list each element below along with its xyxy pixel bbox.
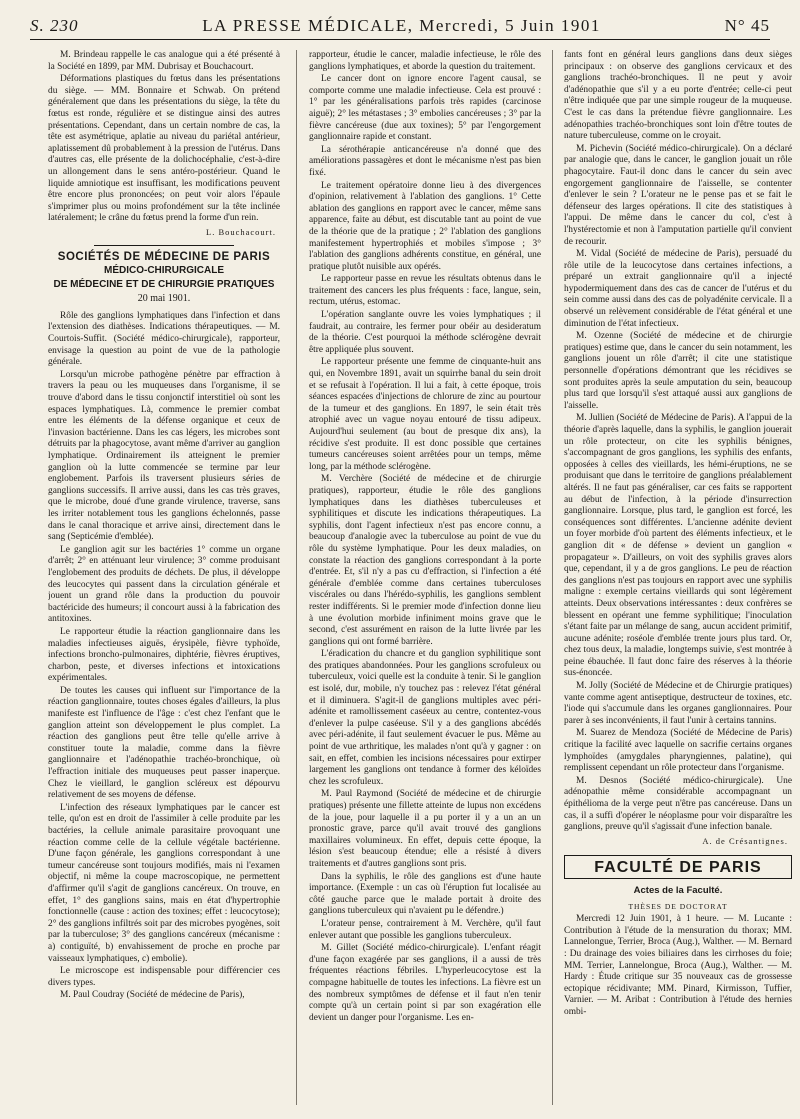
faculty-box bbox=[564, 855, 792, 879]
signature: L. Bouchacourt. bbox=[206, 226, 276, 237]
paragraph: L'orateur pense, contrairement à M. Verchère, qu'il faut enlever autant que possible les ganglions tuberculeux. bbox=[309, 918, 541, 941]
paragraph: Le rapporteur étudie la réaction ganglionnaire dans les maladies infectieuses aiguës, érysipèle, fièvre typhoïde, infections broncho-pulmonaires, diphtérie, fièvres éruptives, charbon, peste, et diverses infections et intoxications expérimentales. bbox=[48, 626, 280, 684]
paragraph: La sérothérapie anticancéreuse n'a donné que des améliorations passagères et dont le mécanisme n'est pas bien fixé. bbox=[309, 144, 541, 178]
paragraph: M. Brindeau rappelle le cas analogue qui a été présenté à la Société en 1899, par MM. Dubrisay et Bouchacourt. bbox=[48, 50, 280, 72]
paragraph: Rôle des ganglions lymphatiques dans l'infection et dans l'extension des diathèses. Indications thérapeutiques. — M. Courtois-Suffit. (Société médico-chirurgicale), rapporteur, envisage la question au point de vue de la pathologie générale. bbox=[48, 310, 280, 368]
faculty-subtitle: Actes de la Faculté. bbox=[633, 884, 723, 896]
column-divider bbox=[296, 50, 297, 1105]
signature: A. de Crésantignes. bbox=[702, 835, 788, 846]
paragraph: M. Desnos (Société médico-chirurgicale). Une adénopathie même considérable accompagnant un épithélioma de la verge peut n'être pas cancéreuse. Dans un cas, il a suffi d'opérer le néoplasme pour voir disparaître les ganglions, preuve qu'il s'agissait d'une infection banale. bbox=[564, 775, 792, 833]
paragraph: De toutes les causes qui influent sur l'importance de la réaction ganglionnaire, toutes choses égales d'ailleurs, la plus manifeste est l'influence de l'âge : c'est chez l'enfant que le ganglion atteint son développement le plus complet. La réaction des ganglions peut être telle qu'elle arrive à constituer toute la maladie, comme dans la fièvre ganglionnaire et l'adénopathie trachéo-bronchique, où l'effraction initiale des muqueuses peut passer inaperçue. Chez le vieillard, le ganglion scléreux est dépourvu relativement de ses moyens de défense. bbox=[48, 685, 280, 801]
paragraph: Le traitement opératoire donne lieu à des divergences d'opinion, relativement à l'ablation des ganglions. 1° Cette ablation des ganglions en rapport avec le cancer, même sans apparence, faite au début, est discutable tant au point de vue de la théorie que de la pratique ; 2° l'ablation des ganglions manifestement hypertrophiés et mobiles s'impose ; 3° l'ablation des ganglions adhérents constitue, en général, une pratique plutôt nuisible aux opérés. bbox=[309, 180, 541, 272]
journal-title: LA PRESSE MÉDICALE, Mercredi, 5 Juin 1901 bbox=[202, 16, 601, 35]
paragraph: rapporteur, étudie le cancer, maladie infectieuse, le rôle des ganglions lymphatiques, et aborde la question du traitement. bbox=[309, 50, 541, 72]
paragraph: fants font en général leurs ganglions dans deux sièges principaux : on observe des ganglions cervicaux et des ganglions trachéo-bronchiques. Il ne peut y avoir d'adénopathie que s'il y a eu porte d'entrée; celle-ci peut n'être indiquée que par une simple rougeur de la muqueuse. C'est le cas dans la prétendue fièvre ganglionnaire. Les adénopathies trachéo-bronchiques sont loin d'être toutes de nature tuberculeuse, comme on le croyait. bbox=[564, 50, 792, 142]
section-subtitle: DE MÉDECINE ET DE CHIRURGIE PRATIQUES bbox=[53, 278, 275, 290]
column-3 bbox=[564, 50, 792, 1105]
column-divider bbox=[552, 50, 553, 1105]
paragraph: M. Jolly (Société de Médecine et de Chirurgie pratiques) vante comme agent antiseptique, destructeur de toxines, etc. l'iode qui s'accumule dans les organes ganglionnaires. Pour parer à ses inconvénients, il faut l'unir à certains tannins. bbox=[564, 681, 792, 726]
paragraph: L'éradication du chancre et du ganglion syphilitique sont des pratiques abandonnées. Pour les ganglions scrofuleux ou tuberculeux, voici quelle est la conduite à tenir. Si le ganglion est isolé, dur, mobile, n'y touchez pas : relevez l'état général et il diminuera. S'agit-il de ganglions multiples avec péri-adénite et ramollissement caséeux au centre, contentez-vous d'enlever la pulpe caséeuse. S'il y a des ganglions abcédés avec péri-adénite, il faut seulement évacuer le pus. Même au point de vue arthritique, les malades n'ont qu'à y gagner : on sait, en effet, combien les incisions nécessaires pour extirper largement les ganglions ont tendance à former des kéloïdes chez les scrofuleux. bbox=[309, 649, 541, 787]
paragraph: Mercredi 12 Juin 1901, à 1 heure. — M. Lucante : Contribution à l'étude de la mensuration du thorax; MM. Lannelongue, Terrier, Broca (Aug.), Walther. — M. Bernard : Du drainage des voies biliaires dans les cirrhoses du foie; MM. Terrier, Lannelongue, Broca (Aug.), Walther. — M. Hardy : Étude critique sur 35 nouveaux cas de grossesse ectopique récidivante; MM. Pinard, Kirmisson, Tuffier, Varnier. — M. Aribat : Contribution à l'étude des hernies ombi- bbox=[564, 914, 792, 1017]
paragraph: Le microscope est indispensable pour différencier ces divers types. bbox=[48, 966, 280, 988]
paragraph: M. Jullien (Société de Médecine de Paris). A l'appui de la théorie d'après laquelle, dans la syphilis, le ganglion jouerait un rôle protecteur, on cite les syphilis bénignes, s'accompagnant de gros ganglions, les syphilis des enfants, opposées à celles des vieillards, les hémi-éruptions, ne se produisant que dans le territoire de ganglions préalablement altérés. Il ne faut pas généraliser, car ces faits se rapportent au début de l'infection, à la période d'insurrection ganglionnaire. Lorsque, plus tard, le ganglion est forcé, les conséquences sont différentes. L'ancienne adénite devient un foyer morbide d'où partent des éléments infectieux, et le ganglion dit « de défense » devient un ganglion « propagateur ». D'ailleurs, on voit des syphilis graves alors que, cependant, il y a de gros ganglions. Le peu de réaction des ganglions n'est pas toujours en rapport avec une syphilis maligne : exemple certains vieillards qui sont légèrement atteints. Deux observations intéressantes : deux confrères se blessent en opérant une femme syphilitique; l'inoculation s'étant faite par un mélange de sang, aucun accident primitif, aucune adénite; roséole d'emblée trente jours plus tard. Or, chez tous deux, la maladie, longtemps suivie, s'est montrée à peine ébauchée. Il faut donc faire des réserves à la théorie sus-énoncée. bbox=[564, 413, 792, 679]
paragraph: M. Pichevin (Société médico-chirurgicale). On a déclaré par analogie que, dans le cancer, le ganglion jouait un rôle phagocytaire. Faut-il donc dans le cancer du sein avec engorgement ganglionnaire de l'aisselle, se contenter d'enlever le sein ? L'orateur ne le pense pas et se fait le défenseur des larges opérations. Il cite des statistiques à l'appui. De même dans le cancer du col, c'est à l'hystérectomie et non à l'amputation partielle qu'il convient de recourir. bbox=[564, 143, 792, 247]
paragraph: M. Verchère (Société de médecine et de chirurgie pratiques), rapporteur, étudie le rôle des ganglions lymphatiques dans les diathèses tuberculeuses et syphilitiques et discute les indications thérapeutiques. La syphilis, dont l'agent infectieux n'est pas encore connu, a beaucoup d'analogie avec la tuberculose au point de vue du rôle du système lymphatique. Pour les deux maladies, on constate la réaction des ganglions correspondant à la porte d'entrée. Et, s'il n'y a pas cu d'effraction, si l'infection a été générale d'emblée comme dans certaines tuberculoses viscérales ou dans l'hérédo-syphilis, les ganglions semblent rester indifférents. Si le premier mode d'infection donne lieu à une évolution morbide infiniment moins grave que le second, c'est assurément en raison de la lutte livrée par les ganglions qui ont formé barrière. bbox=[309, 474, 541, 647]
paragraph: M. Paul Coudray (Société de médecine de Paris), bbox=[60, 990, 245, 1001]
issue-number: N° 45 bbox=[724, 16, 770, 35]
column-2 bbox=[309, 50, 541, 1105]
faculty-title: FACULTÉ DE PARIS bbox=[594, 859, 762, 877]
section-date: 20 mai 1901. bbox=[137, 293, 191, 305]
paragraph: M. Suarez de Mendoza (Société de Médecine de Paris) critique la facilité avec laquelle on sacrifie certains organes lymphoïdes (amygdales pharyngiennes, palatine), qui remplissent cependant un rôle protecteur dans l'organisme. bbox=[564, 728, 792, 774]
page-number: S. 230 bbox=[30, 16, 79, 35]
divider bbox=[94, 245, 233, 246]
section-subtitle: MÉDICO-CHIRURGICALE bbox=[104, 265, 224, 277]
paragraph: M. Paul Raymond (Société de médecine et de chirurgie pratiques) présente une fillette atteinte de lupus non excédens de la joue, pour laquelle il a pu porter il y a un an un pronostic grave, parce qu'il avait trouvé des ganglions maxillaires volumineux. En effet, depuis cette époque, la lésion s'est beaucoup étendue; elle a résisté à divers traitements et d'autres ganglions sont pris. bbox=[309, 789, 541, 869]
paragraph: Le rapporteur présente une femme de cinquante-huit ans qui, en Novembre 1891, avait un squirrhe banal du sein droit et se refusait à l'opération. Il lui a fait, à cette époque, trois séances espacées d'injections de chlorure de zinc au pourtour de la tumeur et des ganglions. En 1897, le sein était très atrophié avec un vague noyau entouré de tissu adipeux. Aujourd'hui seulement (au bout de presque dix ans), la récidive s'est produite. Il est donc possible que certaines tumeurs cancéreuses soient arrêtées pour un temps, même long, par la méthode sclérogène. bbox=[309, 357, 541, 472]
paragraph: M. Gillet (Société médico-chirurgicale). L'enfant réagit d'une façon exagérée par ses ganglions, il a aussi de très fréquentes réactions fébriles. L'hyperleucocytose est la compagne habituelle de toutes les infections. La fièvre est un des nombreux symptômes de défense et il faut n'en tenir compte qu'à un certain point si par son exagération elle devient un danger pour l'organisme. Les en- bbox=[309, 943, 541, 1023]
paragraph: Le cancer dont on ignore encore l'agent causal, se comporte comme une maladie infectieuse. Cela est prouvé : 1° par les généralisations parfois très rapides (carcinose aiguë); 2° les métastases ; 3° embolies cancéreuses ; 3° par la fièvre cancéreuse (due aux toxines); 5° par l'engorgement ganglionnaire rapide et constant. bbox=[309, 74, 541, 143]
paragraph: Le ganglion agit sur les bactéries 1° comme un organe d'arrêt; 2° en atténuant leur virulence; 3° comme produisant l'englobement des produits de déchets. De plus, il développe des leucocytes qui passent dans la circulation générale et jouent un grand rôle dans la production du pouvoir bactéricide des humeurs; il concourt aussi à la fabrication des antitoxines. bbox=[48, 544, 280, 625]
paragraph: Déformations plastiques du fœtus dans les présentations du siège. — MM. Bonnaire et Schwab. On prétend généralement que dans les présentations du siège, la tête du fœtus est ronde, régulière et se distingue ainsi des autres présentations. Cependant, dans un certain nombre de cas, la tête est asymétrique, aplatie au niveau du pariétal antérieur, aplatissement dû probablement à la pression de l'utérus. Dans d'autres cas, elle présente de la dolichocéphalie, c'est-à-dire un allongement dans le sens antéro-postérieur. Quand le liquide amniotique est insuffisant, les modifications peuvent être encore plus prononcées; on peut voir alors l'épaule s'imprimer plus ou moins profondément sur la tête inclinée latéralement; le crâne du fœtus prend la forme d'un rein. bbox=[48, 74, 280, 224]
faculty-label: THÈSES DE DOCTORAT bbox=[628, 901, 728, 911]
paragraph: M. Vidal (Société de médecine de Paris), persuadé du rôle utile de la leucocytose dans certaines infections, a préparé un extrait ganglionnaire qu'il a injecté hypodermiquement dans des cas de cancer de l'utérus et du sein comme aussi dans des cas de polyadénite cervicale. Il a observé un relèvement considérable de l'état général et une diminution de l'état infectieux. bbox=[564, 249, 792, 329]
paragraph: Dans la syphilis, le rôle des ganglions est d'une haute importance. (Exemple : un cas où l'éruption fut localisée au côté gauche parce que le malade portait à droite des ganglions tuberculeux qui n'avaient pu le défendre.) bbox=[309, 871, 541, 917]
paragraph: L'infection des réseaux lymphatiques par le cancer est telle, qu'on est en droit de l'assimiler à celle produite par les bactéries, la cellule animale parasitaire provoquant une réaction comme celle de la cellule végétale bactérienne. D'une façon générale, les ganglions correspondant à une tumeur cancéreuse sont toujours modifiés, mais ni l'examen objectif, ni même la coupe macroscopique, ne permettent d'affirmer qu'il s'agit de ganglions cancéreux. On trouve, en effet, 1° des ganglions sains, mais en état d'hypertrophie fonctionnelle (cause : action des toxines; effet : leucocytose); 2° des ganglions infiltrés soit par des microbes pyogènes, soit par la tuberculose; 3° des ganglions cancéreux (mécanisme : a) contiguïté, b) envahissement de proche en proche par vaisseaux lymphatiques, c) embolie). bbox=[48, 802, 280, 964]
paragraph: Le rapporteur passe en revue les résultats obtenus dans le traitement des cancers les plus fréquents : face, langue, sein, rectum, utérus, estomac. bbox=[309, 274, 541, 308]
paragraph: L'opération sanglante ouvre les voies lymphatiques ; il faudrait, au contraire, les fermer pour obéir au desideratum de la théorie. C'est pourquoi la méthode sclérogène devrait être appliquée plus souvent. bbox=[309, 310, 541, 355]
paragraph: M. Ozenne (Société de médecine et de chirurgie pratiques) estime que, dans le cancer du sein notamment, les ganglions jouent un rôle d'arrêt; il cite une statistique personnelle d'opérations démontrant que les récidives se sont produites après la seule amputation du sein, beaucoup plus tard que lorsqu'il s'est attaqué aussi aux ganglions de l'aisselle. bbox=[564, 331, 792, 411]
paragraph: Lorsqu'un microbe pathogène pénètre par effraction à travers la peau ou les muqueuses dans l'organisme, il se trouve d'abord dans le tissu conjonctif interstitiel où sont les espaces lymphatiques. Là, commence le premier combat entre les éléments de la défense organique et ceux de l'invasion bactérienne. Dans les cas légers, les microbes sont détruits par la phagocytose, avant même d'arriver au ganglion lymphatique. Ordinairement ils atteignent le premier ganglion où la lutte commencée se termine par leur englobement. Parfois ils traversent plusieurs séries de ganglions successifs. Il arrive aussi, dans les cas très graves, que le microbe, doué d'une grande virulence, traverse, sans les irriter notablement tous les ganglions échelonnés, passe dans le canal thoracique et arrive ainsi, directement dans le sang (Septicémie d'emblée). bbox=[48, 369, 280, 543]
section-title: SOCIÉTÉS DE MÉDECINE DE PARIS bbox=[57, 250, 271, 263]
page-header bbox=[30, 10, 770, 40]
column-1 bbox=[48, 50, 280, 1105]
